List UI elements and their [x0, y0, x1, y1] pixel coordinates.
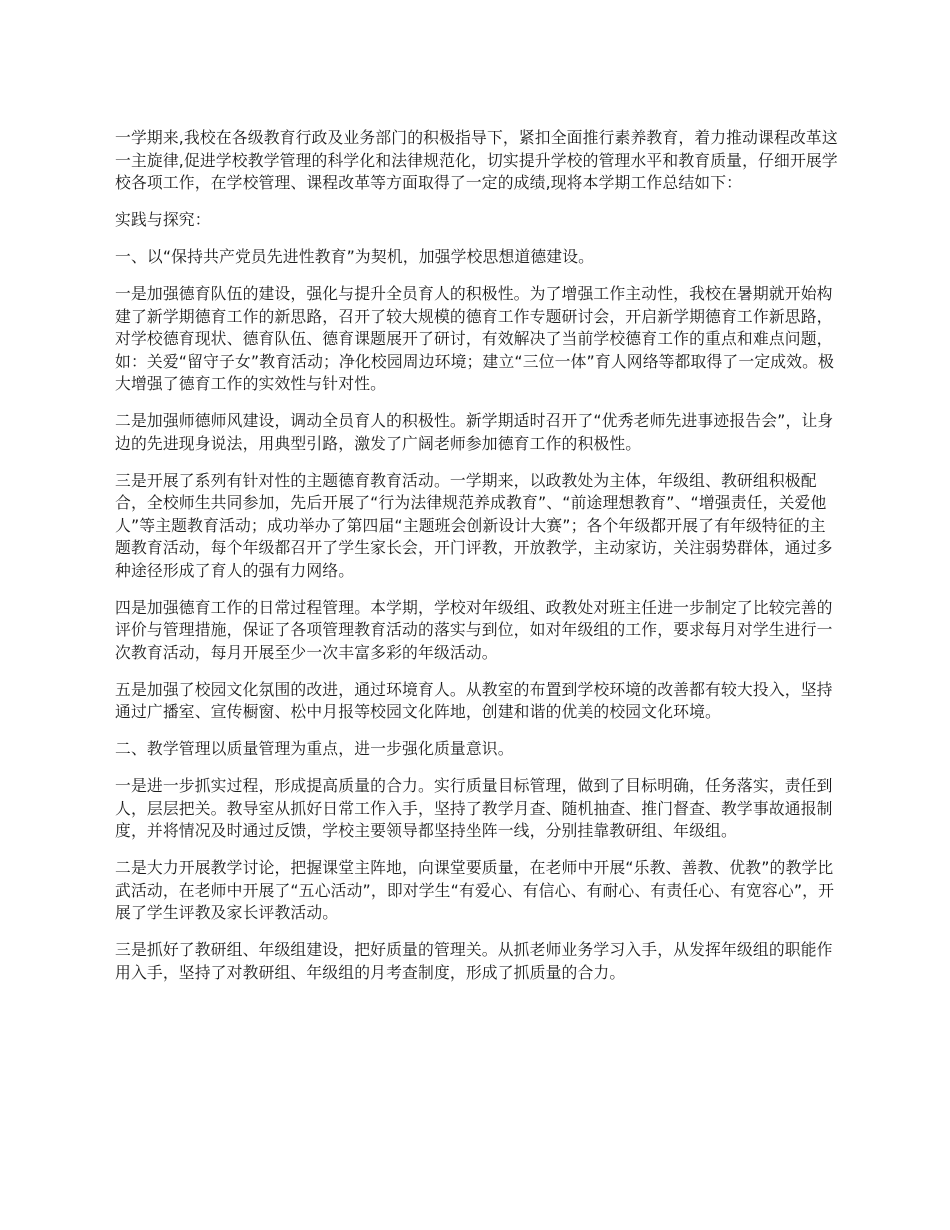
paragraph-theme-activities: 三是开展了系列有针对性的主题德育教育活动。一学期来，以政教处为主体，年级组、教研组积极配合，全校师生共同参加，先后开展了“行为法律规范养成教育”、“前途理想教育”、“增强责任，关爱他人”等主题教育活动；成功举办了第四届“主题班会创新设计大赛”；各个年级都开展了有年级特征的主题教育活动，每个年级都召开了学生家长会，开门评教，开放教学，主动家访，关注弱势群体，通过多种途径形成了育人的强有力网络。	[115, 470, 833, 580]
paragraph-teaching-discussion: 二是大力开展教学讨论，把握课堂主阵地，向课堂要质量，在老师中开展“乐教、善教、优教”的教学比武活动，在老师中开展了“五心活动”，即对学生“有爱心、有信心、有耐心、有责任心、有宽容心”，开展了学生评教及家长评教活动。	[115, 858, 835, 922]
intro-paragraph: 一学期来,我校在各级教育行政及业务部门的积极指导下，紧扣全面推行素养教育，着力推动课程改革这一主旋律,促进学校教学管理的科学化和法律规范化，切实提升学校的管理水平和教育质量，仔细开展学校各项工作，在学校管理、课程改革等方面取得了一定的成绩,现将本学期工作总结如下：	[115, 128, 838, 192]
section-heading-2: 二、教学管理以质量管理为重点，进一步强化质量意识。	[115, 739, 514, 758]
document-body	[115, 127, 840, 999]
section-heading-1: 一、以“保持共产党员先进性教育”为契机，加强学校思想道德建设。	[115, 247, 595, 266]
section-heading-practice: 实践与探究：	[115, 210, 211, 229]
paragraph-daily-management: 四是加强德育工作的日常过程管理。本学期，学校对年级组、政教处对班主任进一步制定了比较完善的评价与管理措施，保证了各项管理教育活动的落实与到位，如对年级组的工作，要求每月对学生进行一次教育活动，每月开展至少一次丰富多彩的年级活动。	[115, 597, 833, 662]
paragraph-teacher-ethics: 二是加强师德师风建设，调动全员育人的积极性。新学期适时召开了“优秀老师先进事迹报告会”，让身边的先进现身说法，用典型引路，激发了广阔老师参加德育工作的积极性。	[115, 411, 834, 453]
paragraph-moral-team: 一是加强德育队伍的建设，强化与提升全员育人的积极性。为了增强工作主动性，我校在暑期就开始构建了新学期德育工作的新思路，召开了较大规模的德育工作专题研讨会，开启新学期德育工作新思路，对学校德育现状、德育队伍、德育课题展开了研讨，有效解决了当前学校德育工作的重点和难点问题，如：关爱“留守子女”教育活动；净化校园周边环境；建立“三位一体”育人网络等都取得了一定成效。极大增强了德育工作的实效性与针对性。	[115, 284, 835, 393]
paragraph-campus-culture: 五是加强了校园文化氛围的改进，通过环境育人。从教室的布置到学校环境的改善都有较大投入，坚持通过广播室、宣传橱窗、松中月报等校园文化阵地，创建和谐的优美的校园文化环境。	[115, 679, 833, 721]
paragraph-process-control: 一是进一步抓实过程，形成提高质量的合力。实行质量目标管理，做到了目标明确，任务落实，责任到人，层层把关。教导室从抓好日常工作入手，坚持了教学月查、随机抽查、推门督查、教学事故通报制度，并将情况及时通过反馈，学校主要领导都坚持坐阵一线，分别挂靠教研组、年级组。	[115, 776, 833, 840]
paragraph-research-groups: 三是抓好了教研组、年级组建设，把好质量的管理关。从抓老师业务学习入手，从发挥年级组的职能作用入手，坚持了对教研组、年级组的月考查制度，形成了抓质量的合力。	[115, 940, 833, 982]
